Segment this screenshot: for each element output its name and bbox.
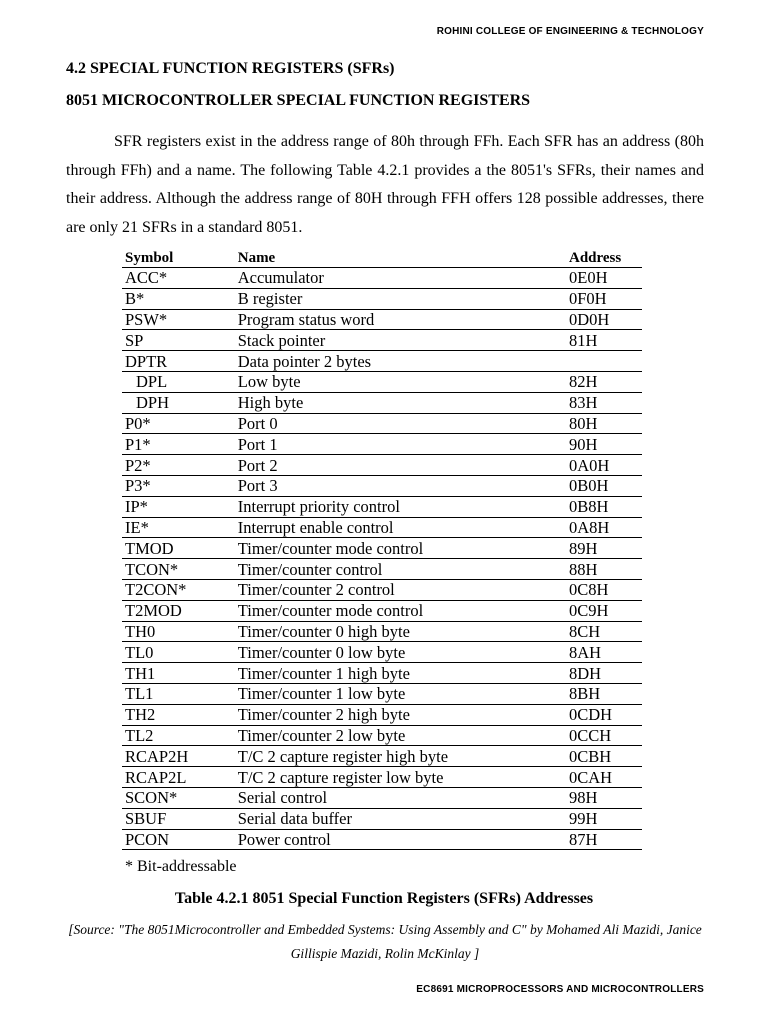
- cell-symbol: SP: [122, 330, 235, 351]
- cell-address: 0A8H: [566, 517, 642, 538]
- table-row: [122, 517, 642, 538]
- cell-address: 99H: [566, 808, 642, 829]
- cell-name: Timer/counter 2 low byte: [235, 725, 566, 746]
- page-footer-course: EC8691 MICROPROCESSORS AND MICROCONTROLLERS: [416, 984, 704, 995]
- cell-name: Accumulator: [235, 268, 566, 289]
- cell-name: Serial data buffer: [235, 808, 566, 829]
- cell-symbol: P0*: [122, 413, 235, 434]
- cell-symbol: B*: [122, 288, 235, 309]
- table-row: [122, 600, 642, 621]
- cell-name: T/C 2 capture register high byte: [235, 746, 566, 767]
- table-row: [122, 434, 642, 455]
- table-row: [122, 663, 642, 684]
- table-row: [122, 351, 642, 372]
- cell-name: Program status word: [235, 309, 566, 330]
- table-row: [122, 683, 642, 704]
- cell-name: Serial control: [235, 787, 566, 808]
- table-row: [122, 704, 642, 725]
- cell-address: 8CH: [566, 621, 642, 642]
- table-row: [122, 538, 642, 559]
- cell-address: 81H: [566, 330, 642, 351]
- section-subtitle: 8051 MICROCONTROLLER SPECIAL FUNCTION REGISTERS: [66, 92, 531, 109]
- cell-name: Timer/counter 1 high byte: [235, 663, 566, 684]
- cell-address: 0A0H: [566, 455, 642, 476]
- cell-address: 0CDH: [566, 704, 642, 725]
- cell-symbol: RCAP2H: [122, 746, 235, 767]
- cell-name: Timer/counter 0 high byte: [235, 621, 566, 642]
- cell-name: Port 2: [235, 455, 566, 476]
- cell-name: Timer/counter control: [235, 559, 566, 580]
- cell-address: [566, 351, 642, 372]
- cell-symbol: T2MOD: [122, 600, 235, 621]
- cell-symbol: RCAP2L: [122, 767, 235, 788]
- cell-name: Port 3: [235, 475, 566, 496]
- cell-symbol: SCON*: [122, 787, 235, 808]
- table-row: [122, 787, 642, 808]
- cell-symbol: T2CON*: [122, 579, 235, 600]
- table-row: [122, 579, 642, 600]
- source-citation: [Source: "The 8051Microcontroller and Embedded Systems: Using Assembly and C" by Mohamed Ali Mazidi, Janice Gillispie Mazidi, Rolin McKinlay ]: [68, 922, 702, 961]
- cell-symbol: TL1: [122, 683, 235, 704]
- cell-symbol: TH2: [122, 704, 235, 725]
- table-row: [122, 475, 642, 496]
- table-row: [122, 371, 642, 392]
- cell-name: Power control: [235, 829, 566, 850]
- cell-address: 8BH: [566, 683, 642, 704]
- cell-symbol: DPTR: [122, 351, 235, 372]
- cell-symbol: TL0: [122, 642, 235, 663]
- table-row: [122, 288, 642, 309]
- cell-symbol: PCON: [122, 829, 235, 850]
- cell-symbol: DPL: [122, 371, 235, 392]
- table-row: [122, 413, 642, 434]
- cell-address: 90H: [566, 434, 642, 455]
- cell-symbol: P1*: [122, 434, 235, 455]
- table-row: [122, 496, 642, 517]
- sfr-table-body: [122, 268, 642, 850]
- cell-address: 0B0H: [566, 475, 642, 496]
- cell-name: Timer/counter 2 control: [235, 579, 566, 600]
- table-row: [122, 309, 642, 330]
- cell-address: 0F0H: [566, 288, 642, 309]
- cell-address: 87H: [566, 829, 642, 850]
- cell-symbol: ACC*: [122, 268, 235, 289]
- table-row: [122, 392, 642, 413]
- cell-name: Timer/counter 0 low byte: [235, 642, 566, 663]
- cell-address: 0B8H: [566, 496, 642, 517]
- cell-symbol: TCON*: [122, 559, 235, 580]
- table-row: [122, 725, 642, 746]
- cell-name: Port 1: [235, 434, 566, 455]
- cell-name: Data pointer 2 bytes: [235, 351, 566, 372]
- cell-address: 0CBH: [566, 746, 642, 767]
- cell-address: 0CCH: [566, 725, 642, 746]
- cell-address: 8DH: [566, 663, 642, 684]
- cell-address: 0E0H: [566, 268, 642, 289]
- table-header-row: [122, 249, 642, 268]
- table-row: [122, 829, 642, 850]
- cell-symbol: IE*: [122, 517, 235, 538]
- page-header-institution: ROHINI COLLEGE OF ENGINEERING & TECHNOLOGY: [436, 26, 704, 37]
- cell-address: 0CAH: [566, 767, 642, 788]
- cell-address: 8AH: [566, 642, 642, 663]
- cell-address: 88H: [566, 559, 642, 580]
- column-header-symbol: Symbol: [122, 249, 235, 268]
- table-row: [122, 808, 642, 829]
- cell-name: T/C 2 capture register low byte: [235, 767, 566, 788]
- cell-name: Port 0: [235, 413, 566, 434]
- table-row: [122, 330, 642, 351]
- cell-address: 0C9H: [566, 600, 642, 621]
- cell-symbol: TH1: [122, 663, 235, 684]
- column-header-address: Address: [566, 249, 642, 268]
- cell-address: 0C8H: [566, 579, 642, 600]
- cell-symbol: TMOD: [122, 538, 235, 559]
- cell-address: 0D0H: [566, 309, 642, 330]
- table-row: [122, 746, 642, 767]
- cell-name: Interrupt priority control: [235, 496, 566, 517]
- intro-paragraph: SFR registers exist in the address range of 80h through FFh. Each SFR has an address (80h through FFh) and a name. The following Table 4.2.1 provides a the 8051's SFRs, their names and their address. Although the address range of 80H through FFH offers 128 possible addresses, there are only 21 SFRs in a standard 8051.: [66, 133, 704, 236]
- cell-symbol: SBUF: [122, 808, 235, 829]
- cell-address: 89H: [566, 538, 642, 559]
- cell-name: Timer/counter mode control: [235, 600, 566, 621]
- cell-symbol: TH0: [122, 621, 235, 642]
- cell-symbol: PSW*: [122, 309, 235, 330]
- cell-symbol: IP*: [122, 496, 235, 517]
- cell-name: High byte: [235, 392, 566, 413]
- table-caption: Table 4.2.1 8051 Special Function Registers (SFRs) Addresses: [174, 890, 594, 907]
- cell-symbol: P2*: [122, 455, 235, 476]
- section-title: 4.2 SPECIAL FUNCTION REGISTERS (SFRs): [66, 60, 395, 77]
- cell-symbol: P3*: [122, 475, 235, 496]
- table-row: [122, 642, 642, 663]
- cell-name: Stack pointer: [235, 330, 566, 351]
- cell-name: B register: [235, 288, 566, 309]
- cell-symbol: DPH: [122, 392, 235, 413]
- column-header-name: Name: [235, 249, 566, 268]
- cell-symbol: TL2: [122, 725, 235, 746]
- cell-address: 83H: [566, 392, 642, 413]
- table-row: [122, 268, 642, 289]
- table-row: [122, 621, 642, 642]
- cell-address: 82H: [566, 371, 642, 392]
- cell-name: Interrupt enable control: [235, 517, 566, 538]
- table-row: [122, 559, 642, 580]
- sfr-table: [122, 249, 642, 850]
- cell-name: Timer/counter mode control: [235, 538, 566, 559]
- cell-name: Timer/counter 1 low byte: [235, 683, 566, 704]
- table-row: [122, 767, 642, 788]
- table-row: [122, 455, 642, 476]
- cell-name: Timer/counter 2 high byte: [235, 704, 566, 725]
- cell-address: 80H: [566, 413, 642, 434]
- cell-name: Low byte: [235, 371, 566, 392]
- cell-address: 98H: [566, 787, 642, 808]
- table-footnote: * Bit-addressable: [125, 858, 237, 875]
